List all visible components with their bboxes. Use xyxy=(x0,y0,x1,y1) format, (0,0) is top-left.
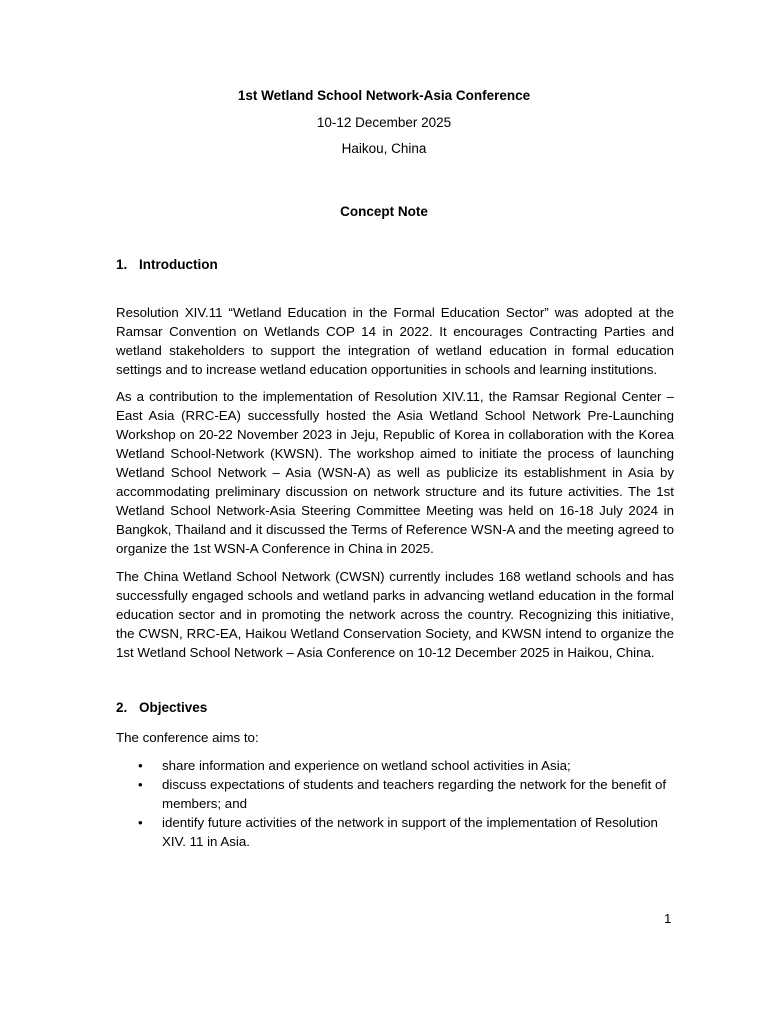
page-number: 1 xyxy=(664,911,672,926)
section-title: Objectives xyxy=(139,700,208,715)
conference-location: Haikou, China xyxy=(341,141,427,156)
objectives-list xyxy=(116,756,674,851)
intro-paragraph-1: Resolution XIV.11 “Wetland Education in the Formal Education Sector” was adopted at the Ramsar Convention on Wetlands COP 14 in 2022. It encourages Contracting Parties and wetland stakeholders to support the integration of wetland education in formal education settings and to increase wetland education opportunities in schools and learning institutions. xyxy=(116,305,674,377)
intro-paragraph-2: As a contribution to the implementation of Resolution XIV.11, the Ramsar Regional Center – East Asia (RRC-EA) successfully hosted the Asia Wetland School Network Pre-Launching Workshop on 20-22 November 2023 in Jeju, Republic of Korea in collaboration with the Korea Wetland School-Network (KWSN). The workshop aimed to initiate the process of launching Wetland School Network – Asia (WSN-A) as well as publicize its establishment in Asia by accommodating preliminary discussion on network structure and its future activities. The 1st Wetland School Network-Asia Steering Committee Meeting was held on 16-18 July 2024 in Bangkok, Thailand and it discussed the Terms of Reference WSN-A and the meeting agreed to organize the 1st WSN-A Conference in China in 2025. xyxy=(116,389,674,556)
bullet-icon: • xyxy=(138,815,143,830)
list-item-text: identify future activities of the network in support of the implementation of Resolution XIV. 11 in Asia. xyxy=(162,815,658,849)
list-item-text: share information and experience on wetland school activities in Asia; xyxy=(162,758,571,773)
list-item xyxy=(116,775,674,813)
list-item xyxy=(116,756,674,775)
section-number: 2. xyxy=(116,700,128,715)
document-type-heading: Concept Note xyxy=(340,204,428,219)
list-item-text: discuss expectations of students and teachers regarding the network for the benefit of members; and xyxy=(162,777,667,811)
section-number: 1. xyxy=(116,257,128,272)
objectives-intro: The conference aims to: xyxy=(116,730,259,745)
conference-title: 1st Wetland School Network-Asia Conference xyxy=(237,88,531,103)
bullet-icon: • xyxy=(138,758,143,773)
section-title: Introduction xyxy=(139,257,218,272)
list-item xyxy=(116,813,674,851)
intro-paragraph-3: The China Wetland School Network (CWSN) currently includes 168 wetland schools and has successfully engaged schools and wetland parks in advancing wetland education in the formal education sector and in promoting the network across the country. Recognizing this initiative, the CWSN, RRC-EA, Haikou Wetland Conservation Society, and KWSN intend to organize the 1st Wetland School Network – Asia Conference on 10-12 December 2025 in Haikou, China. xyxy=(116,569,674,660)
section-heading-objectives xyxy=(116,699,207,717)
section-heading-introduction xyxy=(116,256,218,274)
conference-dates: 10-12 December 2025 xyxy=(316,115,452,130)
bullet-icon: • xyxy=(138,777,143,792)
